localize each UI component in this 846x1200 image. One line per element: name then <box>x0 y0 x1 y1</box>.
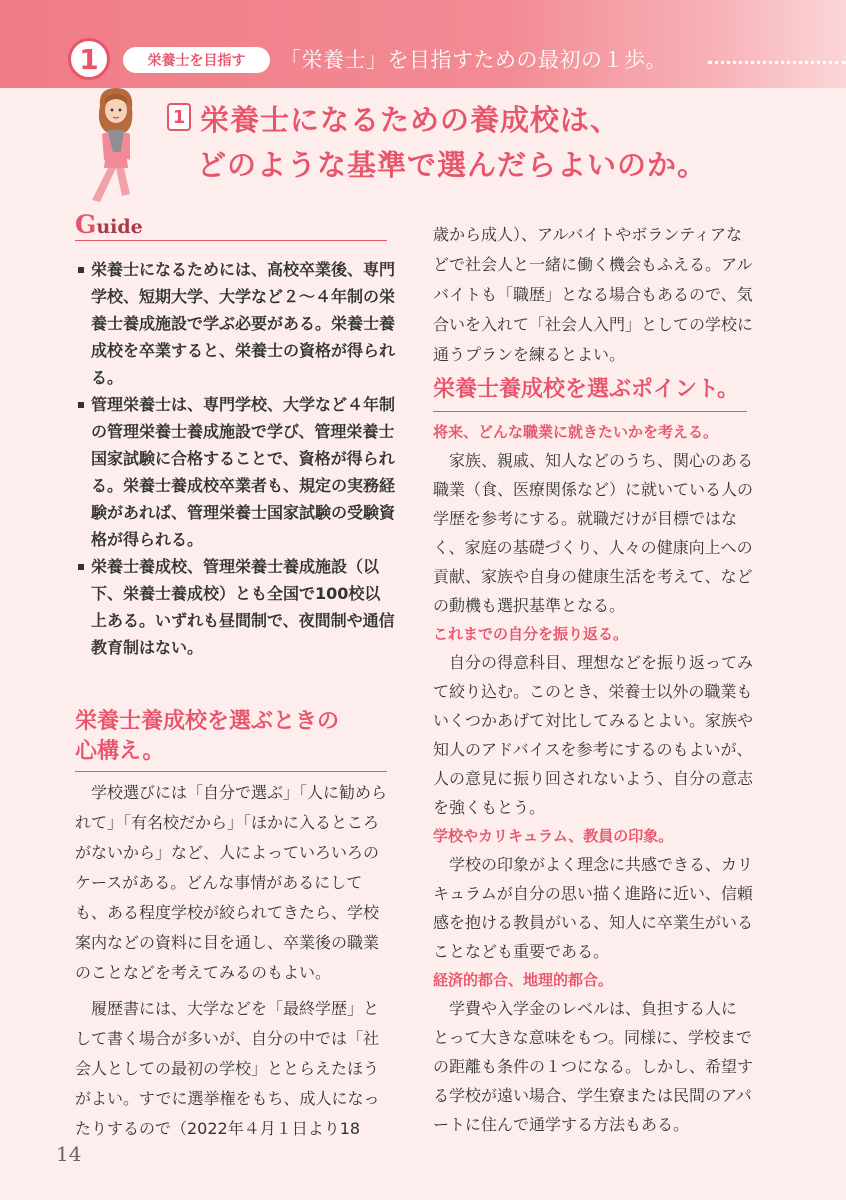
guide-heading <box>75 210 387 241</box>
body-paragraph: 履歴書には、大学などを「最終学歴」として書く場合が多いが、自分の中では「社会人としての最初の学校」ととらえたほうがよい。すでに選挙権をもち、成人になったりするので（2022年４月１日より18 <box>75 999 380 1138</box>
chapter-number-badge: 1 <box>68 38 110 80</box>
section-number-badge: 1 <box>167 103 191 131</box>
chapter-tag: 栄養士を目指す <box>123 47 270 73</box>
point-text: 自分の得意科目、理想などを振り返ってみて絞り込む。このとき、栄養士以外の職業もいくつかあげて対比してみるとよい。家族や知人のアドバイスを参考にするのもよいが、人の意見に振り回されないよう、自分の意志を強くもとう。 <box>433 653 754 817</box>
page-number: 14 <box>56 1142 82 1166</box>
point-title: 将来、どんな職業に就きたいかを考える。 <box>433 423 719 441</box>
guide-heading-initial: G <box>75 210 97 239</box>
guide-bullet: 管理栄養士は、専門学校、大学など４年制の管理栄養士養成施設で学び、管理栄養士国家試験に合格することで、資格が得られる。栄養士養成校卒業者も、規定の実務経験があれば、管理栄養士国家試験の受験資格が得られる。 <box>75 391 395 553</box>
header-dotted-line <box>708 61 846 64</box>
point-text: 学費や入学金のレベルは、負担する人にとって大きな意味をもつ。同様に、学校までの距離も条件の１つになる。しかし、希望する学校が遠い場合、学生寮または民間のアパートに住んで通学する方法もある。 <box>433 999 754 1134</box>
point-title: 学校やカリキュラム、教員の印象。 <box>433 827 674 845</box>
guide-heading-rest: uide <box>96 216 143 238</box>
section-title-line-1: 栄養士になるための養成校は、 <box>200 103 621 137</box>
chapter-title: 「栄養士」を目指すための最初の１歩。 <box>280 48 667 72</box>
point-title: これまでの自分を振り返る。 <box>433 625 629 643</box>
point-title: 経済的都合、地理的都合。 <box>433 971 614 989</box>
left-section-heading <box>75 707 387 772</box>
continuation-paragraph: 歳から成人）、アルバイトやボランティアなどで社会人と一緒に働く機会もふえる。アルバイトも「職歴」となる場合もあるので、気合いを入れて「社会人入門」としての学校に通うプランを練るとよい。 <box>433 225 754 364</box>
selection-points <box>433 418 753 1139</box>
left-heading-line-2: 心構え。 <box>75 739 165 764</box>
guide-bullet-list <box>75 256 395 661</box>
guide-bullet: 栄養士養成校、管理栄養士養成施設（以下、栄養士養成校）とも全国で100校以上ある。いずれも昼間制で、夜間制や通信教育制はない。 <box>75 553 395 661</box>
right-section-heading: 栄養士養成校を選ぶポイント。 <box>433 372 747 412</box>
right-continuation <box>433 220 753 370</box>
body-paragraph: 学校選びには「自分で選ぶ」「人に勧められて」「有名校だから」「ほかに入るところがないから」など、人によっていろいろのケースがある。どんな事情があるにしても、ある程度学校が絞られてきたら、学校案内などの資料に目を通し、卒業後の職業のことなどを考えてみるのもよい。 <box>75 783 388 982</box>
guide-bullet: 栄養士になるためには、高校卒業後、専門学校、短期大学、大学など２～４年制の栄養士養成施設で学ぶ必要がある。栄養士養成校を卒業すると、栄養士の資格が得られる。 <box>75 256 395 391</box>
point-text: 家族、親戚、知人などのうち、関心のある職業（食、医療関係など）に就いている人の学歴を参考にする。就職だけが目標ではなく、家庭の基礎づくり、人々の健康向上への貢献、家族や自身の健康生活を考えて、などの動機も選択基準となる。 <box>433 451 754 615</box>
point-text: 学校の印象がよく理念に共感できる、カリキュラムが自分の思い描く進路に近い、信頼感を抱ける教員がいる、知人に卒業生がいることなども重要である。 <box>433 855 754 961</box>
woman-illustration-icon <box>86 86 146 206</box>
section-title-line-2: どのような基準で選んだらよいのか。 <box>197 148 708 182</box>
left-heading-line-1: 栄養士養成校を選ぶときの <box>75 709 340 734</box>
left-section-body <box>75 778 390 1144</box>
